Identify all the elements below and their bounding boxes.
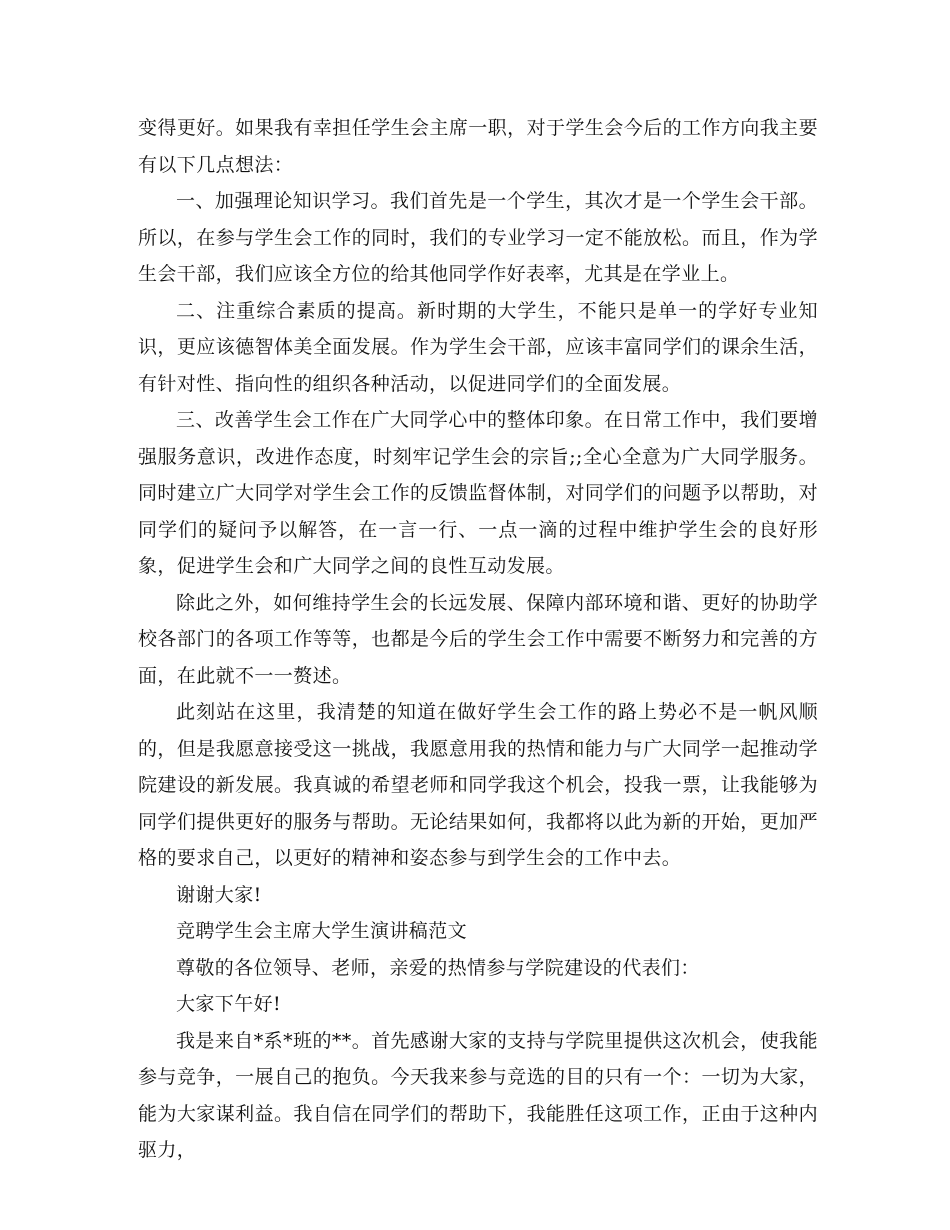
paragraph-thanks: 谢谢大家! [176,883,262,906]
paragraph-additional: 除此之外，如何维持学生会的长远发展、保障内部环境和谐、更好的协助学校各部门的各项工作等等，也都是今后的学生会工作中需要不断努力和完善的方面，在此就不一一赘述。 [138,591,818,687]
paragraph-closing: 此刻站在这里，我清楚的知道在做好学生会工作的路上势必不是一帆风顺的，但是我愿意接受这一挑战，我愿意用我的热情和能力与广大同学一起推动学院建设的新发展。我真诚的希望老师和同学我这个机会，投我一票，让我能够为同学们提供更好的服务与帮助。无论结果如何，我都将以此为新的开始，更加严格的要求自己，以更好的精神和姿态参与到学生会的工作中去。 [138,701,818,869]
paragraph-point-1: 一、加强理论知识学习。我们首先是一个学生，其次才是一个学生会干部。所以，在参与学生会工作的同时，我们的专业学习一定不能放松。而且，作为学生会干部，我们应该全方位的给其他同学作好表率，尤其是在学业上。 [138,190,818,285]
paragraph-greeting: 大家下午好! [176,993,282,1015]
paragraph-introduction: 我是来自*系*班的**。首先感谢大家的支持与学院里提供这次机会，使我能参与竞争，一展自己的抱负。今天我来参与竞选的目的只有一个：一切为大家，能为大家谋利益。我自信在同学们的帮助下，我能胜任这项工作，正由于这种内驱力， [138,1029,818,1161]
paragraph-point-3: 三、改善学生会工作在广大同学心中的整体印象。在日常工作中，我们要增强服务意识，改进作态度，时刻牢记学生会的宗旨;;全心全意为广大同学服务。同时建立广大同学对学生会工作的反馈监督体制，对同学们的问题予以帮助，对同学们的疑问予以解答，在一言一行、一点一滴的过程中维护学生会的良好形象，促进学生会和广大同学之间的良性互动发展。 [138,409,818,577]
paragraph-salutation: 尊敬的各位领导、老师，亲爱的热情参与学院建设的代表们： [176,956,700,979]
section-title: 竞聘学生会主席大学生演讲稿范文 [176,920,468,942]
document-body [138,110,818,1169]
paragraph-intro: 变得更好。如果我有幸担任学生会主席一职，对于学生会今后的工作方向我主要有以下几点想法： [138,117,818,176]
paragraph-point-2: 二、注重综合素质的提高。新时期的大学生，不能只是单一的学好专业知识，更应该德智体美全面发展。作为学生会干部，应该丰富同学们的课余生活，有针对性、指向性的组织各种活动，以促进同学们的全面发展。 [138,299,818,395]
